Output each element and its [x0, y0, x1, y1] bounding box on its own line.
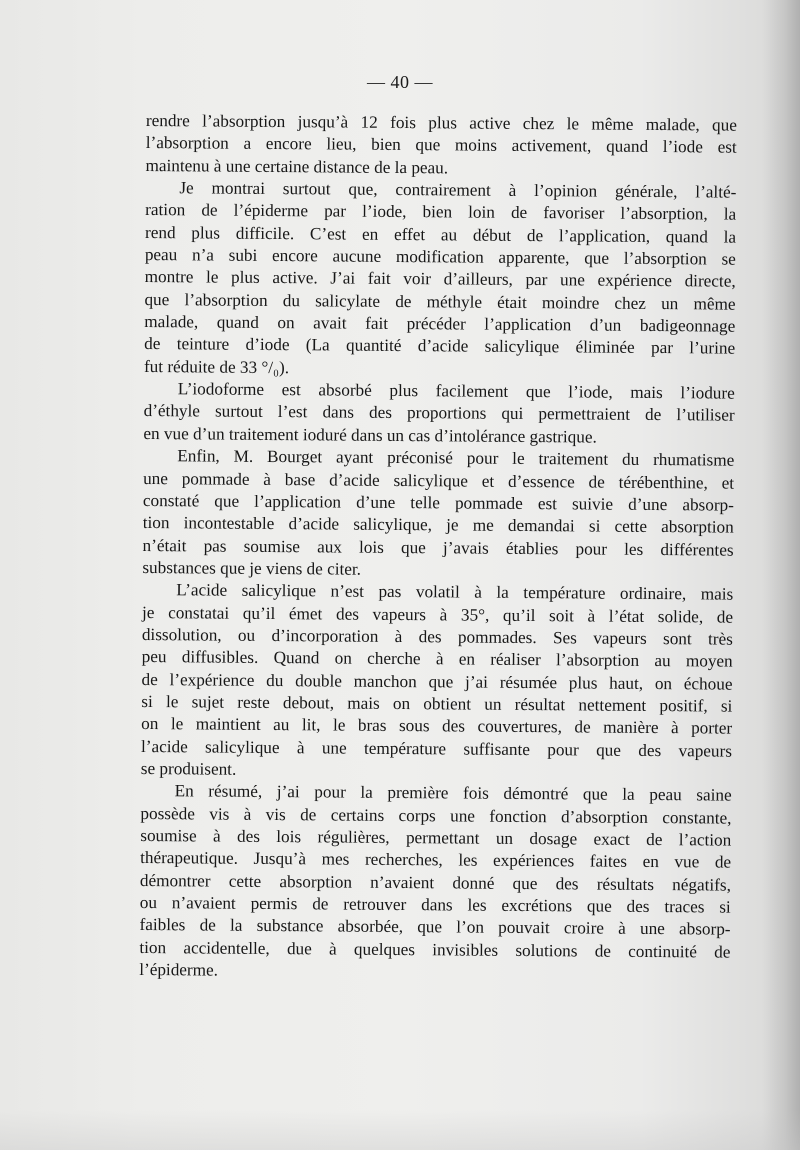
text-line: l’absorption a encore lieu, bien que moins activement, quand l’iode est: [145, 133, 737, 157]
text-line: malade, quand on avait fait précéder l’application d’un badigeonnage: [144, 312, 736, 336]
text-line: L’iodoforme est absorbé plus facilement que l’iode, mais l’iodure: [177, 379, 735, 403]
text-line: de teinture d’iode (La quantité d’acide salicylique éliminée par l’urine: [144, 334, 736, 359]
text-line: tion accidentelle, due à quelques invisibles solutions de continuité de: [139, 937, 731, 962]
text-line: ou n’avaient permis de retrouver dans les excrétions que des traces si: [139, 893, 731, 917]
text-line: peu diffusibles. Quand on cherche à en réaliser l’absorption au moyen: [141, 647, 733, 671]
text-line: substances que je viens de citer.: [142, 557, 362, 579]
text-line: faibles de la substance absorbée, que l’on pouvait croire à une absorp-: [139, 915, 731, 939]
text-line: je constatai qu’il émet des vapeurs à 35°, qu’il soit à l’état solide, de: [141, 602, 734, 627]
text-line: possède vis à vis de certains corps une fonction d’absorption constante,: [140, 803, 732, 828]
text-line: rend plus difficile. C’est en effet au début de l’application, quand la: [144, 222, 737, 247]
page-number: — 40 —: [367, 72, 433, 92]
text-line: montre le plus active. J’ai fait voir d’ailleurs, par une expérience directe,: [144, 267, 736, 292]
text-line: maintenu à une certaine distance de la peau.: [145, 155, 449, 178]
text-line: rendre l’absorption jusqu’à 12 fois plus active chez le même malade, que: [145, 110, 737, 135]
text-line: fut réduite de 33 °/₀).: [143, 356, 290, 377]
text-line: constaté que l’application d’une telle pommade est suivie d’une absorp-: [142, 490, 734, 515]
text-line: ration de l’épiderme par l’iode, bien loin de favoriser l’absorption, la: [145, 200, 737, 225]
text-line: démontrer cette absorption n’avaient donné que des résultats négatifs,: [139, 870, 732, 895]
body-text: [139, 110, 737, 986]
text-line: l’épiderme.: [139, 960, 219, 980]
page-edge-shadow: [762, 0, 800, 1150]
text-line: une pommade à base d’acide salicylique et d’essence de térébenthine, et: [143, 468, 735, 493]
text-line: si le sujet reste debout, mais on obtient un résultat nettement positif, si: [141, 691, 733, 716]
text-line: de l’expérience du double manchon que j’ai résumée plus haut, on échoue: [141, 669, 733, 694]
text-line: thérapeutique. Jusqu’à mes recherches, les expériences faites en vue de: [140, 848, 732, 872]
text-line: L’acide salicylique n’est pas volatil à la température ordinaire, mais: [176, 580, 734, 604]
text-line: soumise à des lois régulières, permettant un dosage exact de l’action: [140, 825, 732, 850]
text-line: se produisent.: [140, 758, 237, 779]
text-line: on le maintient au lit, le bras sous des couvertures, de manière à porter: [141, 714, 733, 738]
text-line: dissolution, ou d’incorporation à des pommades. Ses vapeurs sont très: [141, 624, 733, 649]
text-line: n’était pas soumise aux lois que j’avais établies pour les différentes: [142, 535, 734, 560]
text-line: Je montrai surtout que, contrairement à l’opinion générale, l’alté-: [179, 178, 737, 202]
text-line: l’acide salicylique à une température suffisante pour que des vapeurs: [140, 736, 733, 761]
text-line: peau n’a subi encore aucune modification apparente, que l’absorption se: [144, 245, 736, 269]
text-line: En résumé, j’ai pour la première fois démontré que la peau saine: [174, 781, 732, 805]
text-line: en vue d’un traitement ioduré dans un cas d’intolérance gastrique.: [143, 423, 597, 447]
text-line: que l’absorption du salicylate de méthyle était moindre chez un même: [144, 289, 736, 314]
text-line: d’éthyle surtout l’est dans des proportions qui permettraient de l’utiliser: [143, 401, 735, 426]
text-line: tion incontestable d’acide salicylique, je me demandai si cette absorption: [142, 513, 734, 537]
text-line: Enfin, M. Bourget ayant préconisé pour le traitement du rhumatisme: [177, 446, 735, 470]
page-bottom-shadow: [0, 1110, 800, 1150]
